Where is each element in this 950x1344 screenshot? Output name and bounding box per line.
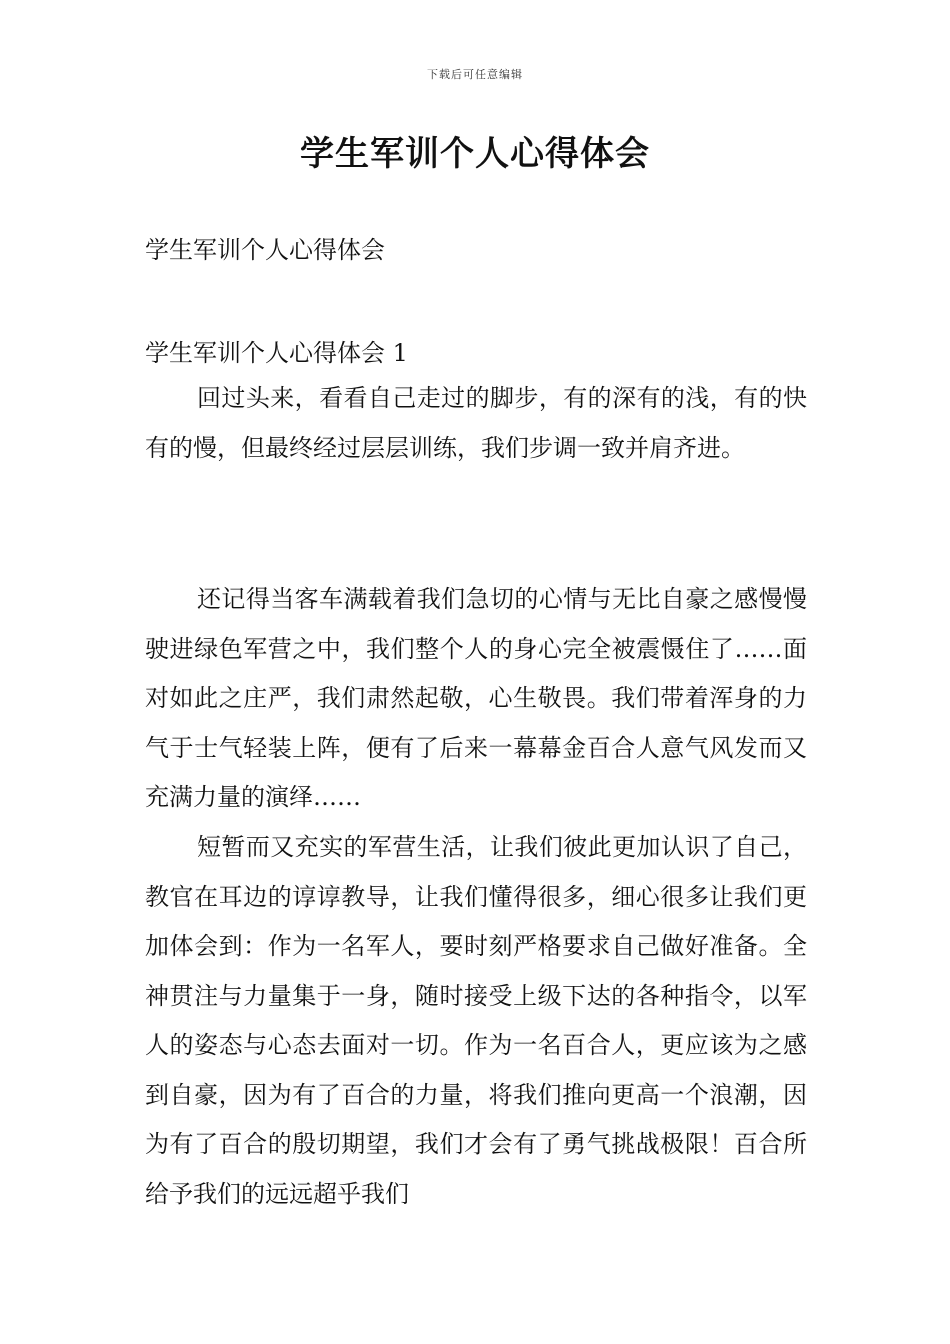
header-note: 下载后可任意编辑 bbox=[427, 68, 523, 81]
paragraph-2: 还记得当客车满载着我们急切的心情与无比自豪之感慢慢驶进绿色军营之中，我们整个人的身心完全被震慑住了……面对如此之庄严，我们肃然起敬，心生敬畏。我们带着浑身的力气于士气轻装上阵，便有了后来一幕幕金百合人意气风发而又充满力量的演绎…… bbox=[145, 585, 807, 811]
document-title: 学生军训个人心得体会 bbox=[300, 134, 650, 174]
document-subtitle: 学生军训个人心得体会 bbox=[145, 236, 385, 264]
paragraph-3: 短暂而又充实的军营生活，让我们彼此更加认识了自己，教官在耳边的谆谆教导，让我们懂得很多，细心很多让我们更加体会到：作为一名军人，要时刻严格要求自己做好准备。全神贯注与力量集于一身，随时接受上级下达的各种指令，以军人的姿态与心态去面对一切。作为一名百合人，更应该为之感到自豪，因为有了百合的力量，将我们推向更高一个浪潮，因为有了百合的殷切期望，我们才会有了勇气挑战极限！百合所给予我们的远远超乎我们 bbox=[145, 833, 807, 1208]
paragraph-1: 回过头来，看看自己走过的脚步，有的深有的浅，有的快有的慢，但最终经过层层训练，我们步调一致并肩齐进。 bbox=[145, 384, 807, 462]
section-heading: 学生军训个人心得体会 1 bbox=[145, 339, 408, 367]
